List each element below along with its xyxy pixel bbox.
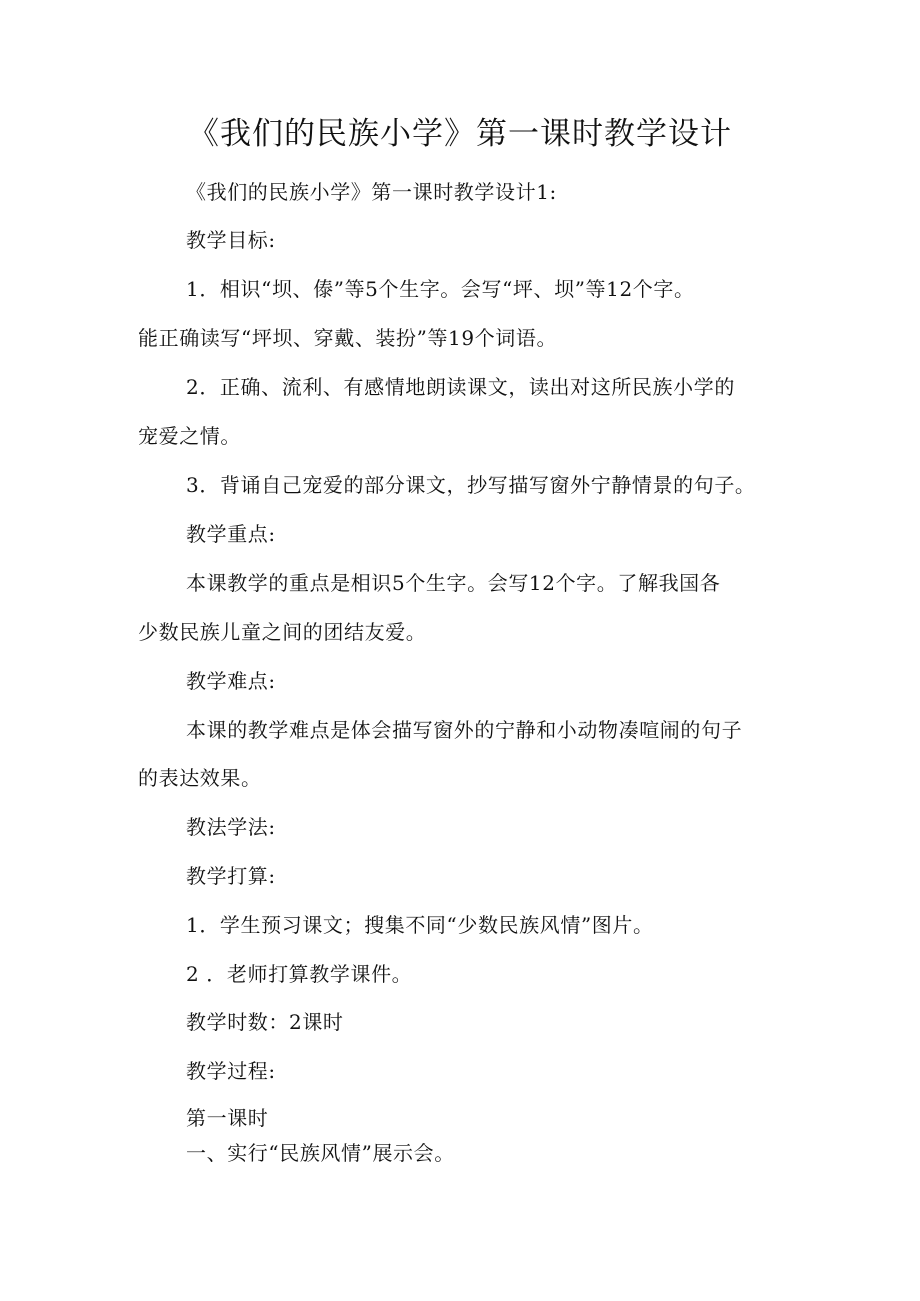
objective-2-line-2: 宠爱之情。 <box>138 424 241 448</box>
key-points-line-2: 少数民族儿童之间的团结友爱。 <box>138 620 427 644</box>
key-points-line-1: 本课教学的重点是相识5个生字。会写12个字。了解我国各 <box>186 571 721 595</box>
objective-1-line-1: 1．相识“坝、傣”等5个生字。会写“坪、坝”等12个字。 <box>186 277 695 301</box>
section-heading-methods: 教法学法: <box>186 815 276 839</box>
section-heading-key-points: 教学重点: <box>186 522 276 546</box>
section-heading-preparation: 教学打算: <box>186 864 276 888</box>
document-title: 《我们的民族小学》第一课时教学设计 <box>188 116 732 152</box>
lesson-hours-line: 教学时数：2课时 <box>186 1010 344 1034</box>
difficulties-line-1: 本课的教学难点是体会描写窗外的宁静和小动物凑喧闹的句子 <box>186 718 743 742</box>
objective-2-line-1: 2．正确、流利、有感情地朗读课文，读出对这所民族小学的 <box>186 375 735 399</box>
difficulties-line-2: 的表达效果。 <box>138 766 262 790</box>
objective-1-line-2: 能正确读写“坪坝、穿戴、装扮”等19个词语。 <box>138 326 558 350</box>
section-heading-process: 教学过程: <box>186 1059 276 1083</box>
section-heading-objectives: 教学目标: <box>186 228 276 252</box>
subtitle-line: 《我们的民族小学》第一课时教学设计1: <box>186 180 557 204</box>
section-heading-difficulties: 教学难点: <box>186 669 276 693</box>
first-lesson-heading: 第一课时 <box>186 1106 269 1130</box>
objective-3-line: 3．背诵自己宠爱的部分课文，抄写描写窗外宁静情景的句子。 <box>186 473 756 497</box>
step-one-line: 一、实行“民族风情”展示会。 <box>186 1141 455 1165</box>
preparation-item-2: 2 ．老师打算教学课件。 <box>186 962 413 986</box>
preparation-item-1: 1．学生预习课文；搜集不同“少数民族风情”图片。 <box>186 913 654 937</box>
